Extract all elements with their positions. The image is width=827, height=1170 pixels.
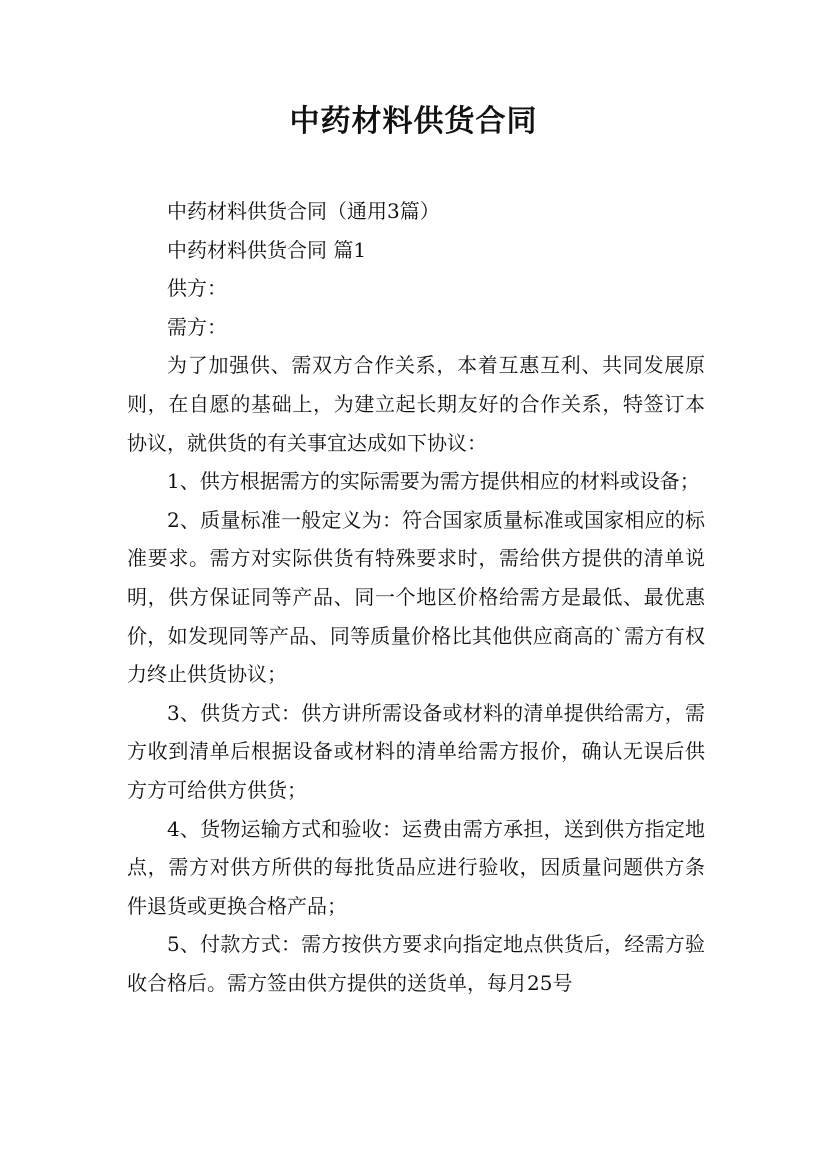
document-title: 中药材料供货合同 (289, 104, 538, 139)
clause-4: 4、货物运输方式和验收：运费由需方承担，送到供方指定地点，需方对供方所供的每批货品应进行验收，因质量问题供方条件退货或更换合格产品； (127, 816, 705, 918)
clause-3: 3、供货方式：供方讲所需设备或材料的清单提供给需方，需方收到清单后根据设备或材料的清单给需方报价，确认无误后供方方可给供方供货； (127, 700, 705, 802)
clause-1: 1、供方根据需方的实际需要为需方提供相应的材料或设备； (167, 469, 700, 494)
subtitle-paragraph: 中药材料供货合同（通用3篇） (167, 199, 440, 223)
section-heading: 中药材料供货合同 篇1 (167, 237, 367, 262)
clause-2: 2、质量标准一般定义为：符合国家质量标准或国家相应的标准要求。需方对实际供货有特殊要求时，需给供方提供的清单说明，供方保证同等产品、同一个地区价格给需方是最低、最优惠价，如发现同等产品、同等质量价格比其他供应商高的`需方有权力终止供货协议； (127, 507, 705, 687)
clause-5: 5、付款方式：需方按供方要求向指定地点供货后，经需方验收合格后。需方签由供方提供的送货单，每月25号 (127, 932, 705, 995)
supplier-line: 供方： (167, 276, 227, 301)
document-body (127, 192, 705, 1002)
preamble-paragraph: 为了加强供、需双方合作关系，本着互惠互利、共同发展原则，在自愿的基础上，为建立起长期友好的合作关系，特签订本协议，就供货的有关事宜达成如下协议： (127, 353, 705, 455)
buyer-line: 需方： (167, 314, 227, 339)
